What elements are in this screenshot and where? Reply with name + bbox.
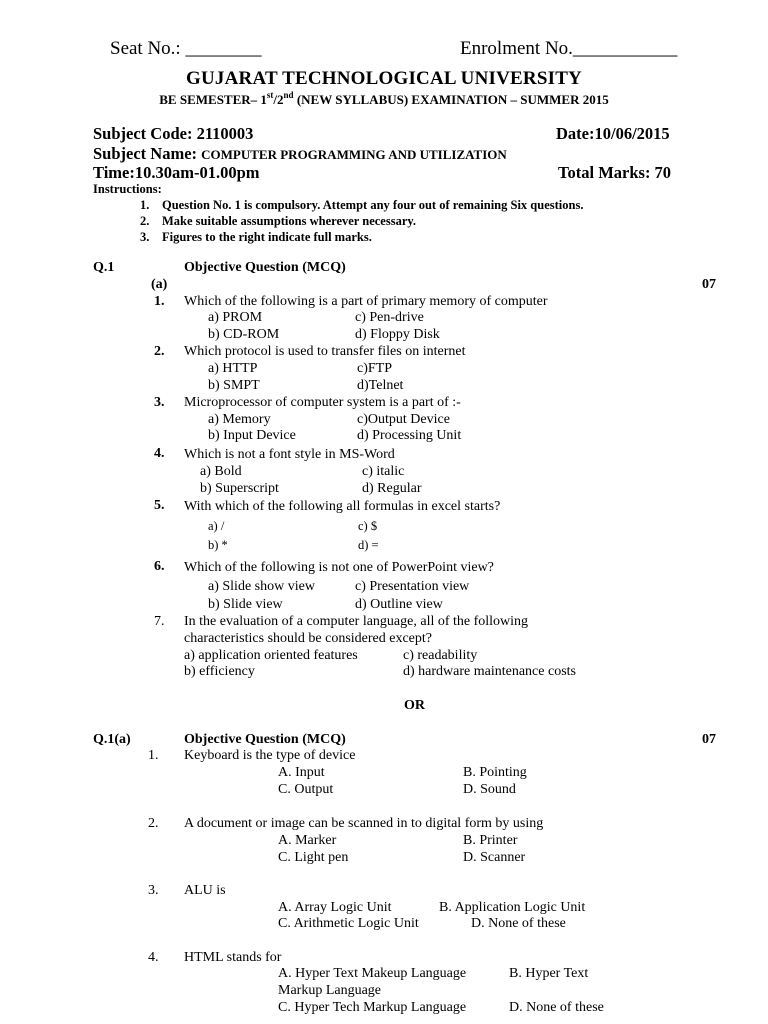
subject-name xyxy=(93,144,507,165)
q1a-item-3-option-a: A. Array Logic Unit xyxy=(278,900,392,915)
q1a-item-1-option-b: B. Pointing xyxy=(463,765,527,780)
q1a-marks: 07 xyxy=(702,732,716,747)
semester-part-c: (NEW SYLLABUS) EXAMINATION – SUMMER 2015 xyxy=(293,92,609,107)
semester-part-b: /2 xyxy=(273,92,284,107)
q1-item-3-option-a: a) Memory xyxy=(208,412,271,427)
q1a-item-2-option-b: B. Printer xyxy=(463,833,518,848)
instruction-num-1: 1. xyxy=(140,198,150,212)
q1-item-6-option-d: d) Outline view xyxy=(355,597,443,612)
q1a-item-question-4: HTML stands for xyxy=(184,950,282,965)
q1a-item-2-option-d: D. Scanner xyxy=(463,850,526,865)
q1a-item-4-option-b: B. Hyper Text xyxy=(509,966,589,981)
q1-label: Q.1 xyxy=(93,260,115,275)
instruction-num-2: 2. xyxy=(140,214,150,228)
q1-part-a: (a) xyxy=(151,277,168,292)
q1-item-7-option-b: b) efficiency xyxy=(184,664,255,679)
instruction-num-3: 3. xyxy=(140,230,150,244)
total-marks: Total Marks: 70 xyxy=(558,163,672,182)
subject-code: Subject Code: 2110003 xyxy=(93,124,254,143)
q1a-item-num-3: 3. xyxy=(148,883,159,898)
q1a-item-3-option-d: D. None of these xyxy=(471,916,566,931)
q1-item-4-option-d: d) Regular xyxy=(362,481,422,496)
q1a-item-question-2: A document or image can be scanned in to digital form by using xyxy=(184,816,544,831)
q1-item-2-option-a: a) HTTP xyxy=(208,361,258,376)
q1-item-2-option-d: d)Telnet xyxy=(357,378,404,393)
q1a-item-num-2: 2. xyxy=(148,816,159,831)
subject-name-label: Subject Name: xyxy=(93,144,202,163)
q1-item-4-option-b: b) Superscript xyxy=(200,481,279,496)
q1a-item-2-option-a: A. Marker xyxy=(278,833,337,848)
q1-item-question-7-cont: characteristics should be considered except? xyxy=(184,631,433,646)
q1a-label: Q.1(a) xyxy=(93,732,131,747)
q1a-item-1-option-a: A. Input xyxy=(278,765,325,780)
q1-item-question-4: Which is not a font style in MS-Word xyxy=(184,447,395,462)
semester-sup-st: st xyxy=(266,90,274,100)
q1-item-5-option-c: c) $ xyxy=(358,519,378,533)
q1-marks: 07 xyxy=(702,277,716,292)
q1-item-question-1: Which of the following is a part of primary memory of computer xyxy=(184,294,548,309)
seat-number-field: Seat No.: ________ xyxy=(110,38,262,59)
q1-item-6-option-a: a) Slide show view xyxy=(208,579,315,594)
q1a-item-3-option-b: B. Application Logic Unit xyxy=(439,900,586,915)
exam-semester-line xyxy=(0,92,768,108)
q1-item-num-7: 7. xyxy=(154,614,165,629)
q1a-item-question-1: Keyboard is the type of device xyxy=(184,748,356,763)
q1a-item-2-option-c: C. Light pen xyxy=(278,850,349,865)
instruction-text-3: Figures to the right indicate full marks. xyxy=(162,230,372,244)
enrolment-number-field: Enrolment No.___________ xyxy=(460,38,678,59)
semester-sup-nd: nd xyxy=(283,90,294,100)
q1-item-7-option-c: c) readability xyxy=(403,648,478,663)
exam-date: Date:10/06/2015 xyxy=(556,124,670,143)
instructions-label: Instructions: xyxy=(93,182,162,196)
q1a-item-4-option-d: D. None of these xyxy=(509,1000,604,1015)
q1-item-5-option-b: b) * xyxy=(208,538,228,552)
q1a-item-3-option-c: C. Arithmetic Logic Unit xyxy=(278,916,419,931)
q1-item-1-option-b: b) CD-ROM xyxy=(208,327,280,342)
q1-item-7-option-d: d) hardware maintenance costs xyxy=(403,664,576,679)
q1-item-question-5: With which of the following all formulas in excel starts? xyxy=(184,499,501,514)
instruction-text-2: Make suitable assumptions wherever necessary. xyxy=(162,214,417,228)
q1a-item-question-3: ALU is xyxy=(184,883,226,898)
q1a-item-4-option-c: C. Hyper Tech Markup Language xyxy=(278,1000,467,1015)
q1-item-3-option-d: d) Processing Unit xyxy=(357,428,462,443)
q1-item-1-option-d: d) Floppy Disk xyxy=(355,327,440,342)
university-title: GUJARAT TECHNOLOGICAL UNIVERSITY xyxy=(186,68,582,89)
q1-item-num-4: 4. xyxy=(154,446,165,461)
q1-item-6-option-c: c) Presentation view xyxy=(355,579,470,594)
subject-name-value: COMPUTER PROGRAMMING AND UTILIZATION xyxy=(201,147,507,162)
q1-title: Objective Question (MCQ) xyxy=(184,260,346,275)
q1a-item-1-option-c: C. Output xyxy=(278,782,334,797)
q1-item-2-option-c: c)FTP xyxy=(357,361,392,376)
q1-item-num-1: 1. xyxy=(154,294,165,309)
q1-item-2-option-b: b) SMPT xyxy=(208,378,260,393)
q1-item-4-option-c: c) italic xyxy=(362,464,405,479)
q1-item-num-6: 6. xyxy=(154,559,165,574)
q1a-item-4-option-b-cont: Markup Language xyxy=(278,983,382,998)
q1-item-3-option-c: c)Output Device xyxy=(357,412,450,427)
instruction-text-1: Question No. 1 is compulsory. Attempt any four out of remaining Six questions. xyxy=(162,198,584,212)
q1a-item-1-option-d: D. Sound xyxy=(463,782,516,797)
or-separator: OR xyxy=(404,698,425,713)
q1a-item-num-4: 4. xyxy=(148,950,159,965)
q1-item-num-3: 3. xyxy=(154,395,165,410)
q1-item-7-option-a: a) application oriented features xyxy=(184,648,358,663)
q1-item-question-7: In the evaluation of a computer language, all of the following xyxy=(184,614,529,629)
q1-item-num-5: 5. xyxy=(154,498,165,513)
q1-item-num-2: 2. xyxy=(154,344,165,359)
q1-item-question-2: Which protocol is used to transfer files on internet xyxy=(184,344,466,359)
q1-item-5-option-d: d) = xyxy=(358,538,379,552)
q1-item-question-6: Which of the following is not one of PowerPoint view? xyxy=(184,560,494,575)
q1-item-1-option-c: c) Pen-drive xyxy=(355,310,424,325)
q1-item-question-3: Microprocessor of computer system is a part of :- xyxy=(184,395,461,410)
q1a-item-num-1: 1. xyxy=(148,748,159,763)
q1-item-1-option-a: a) PROM xyxy=(208,310,263,325)
semester-part-a: BE SEMESTER– 1 xyxy=(159,92,267,107)
q1-item-3-option-b: b) Input Device xyxy=(208,428,296,443)
q1-item-4-option-a: a) Bold xyxy=(200,464,242,479)
q1a-item-4-option-a: A. Hyper Text Makeup Language xyxy=(278,966,467,981)
exam-time: Time:10.30am-01.00pm xyxy=(93,163,260,182)
q1-item-6-option-b: b) Slide view xyxy=(208,597,283,612)
q1a-title: Objective Question (MCQ) xyxy=(184,732,346,747)
q1-item-5-option-a: a) / xyxy=(208,519,225,533)
